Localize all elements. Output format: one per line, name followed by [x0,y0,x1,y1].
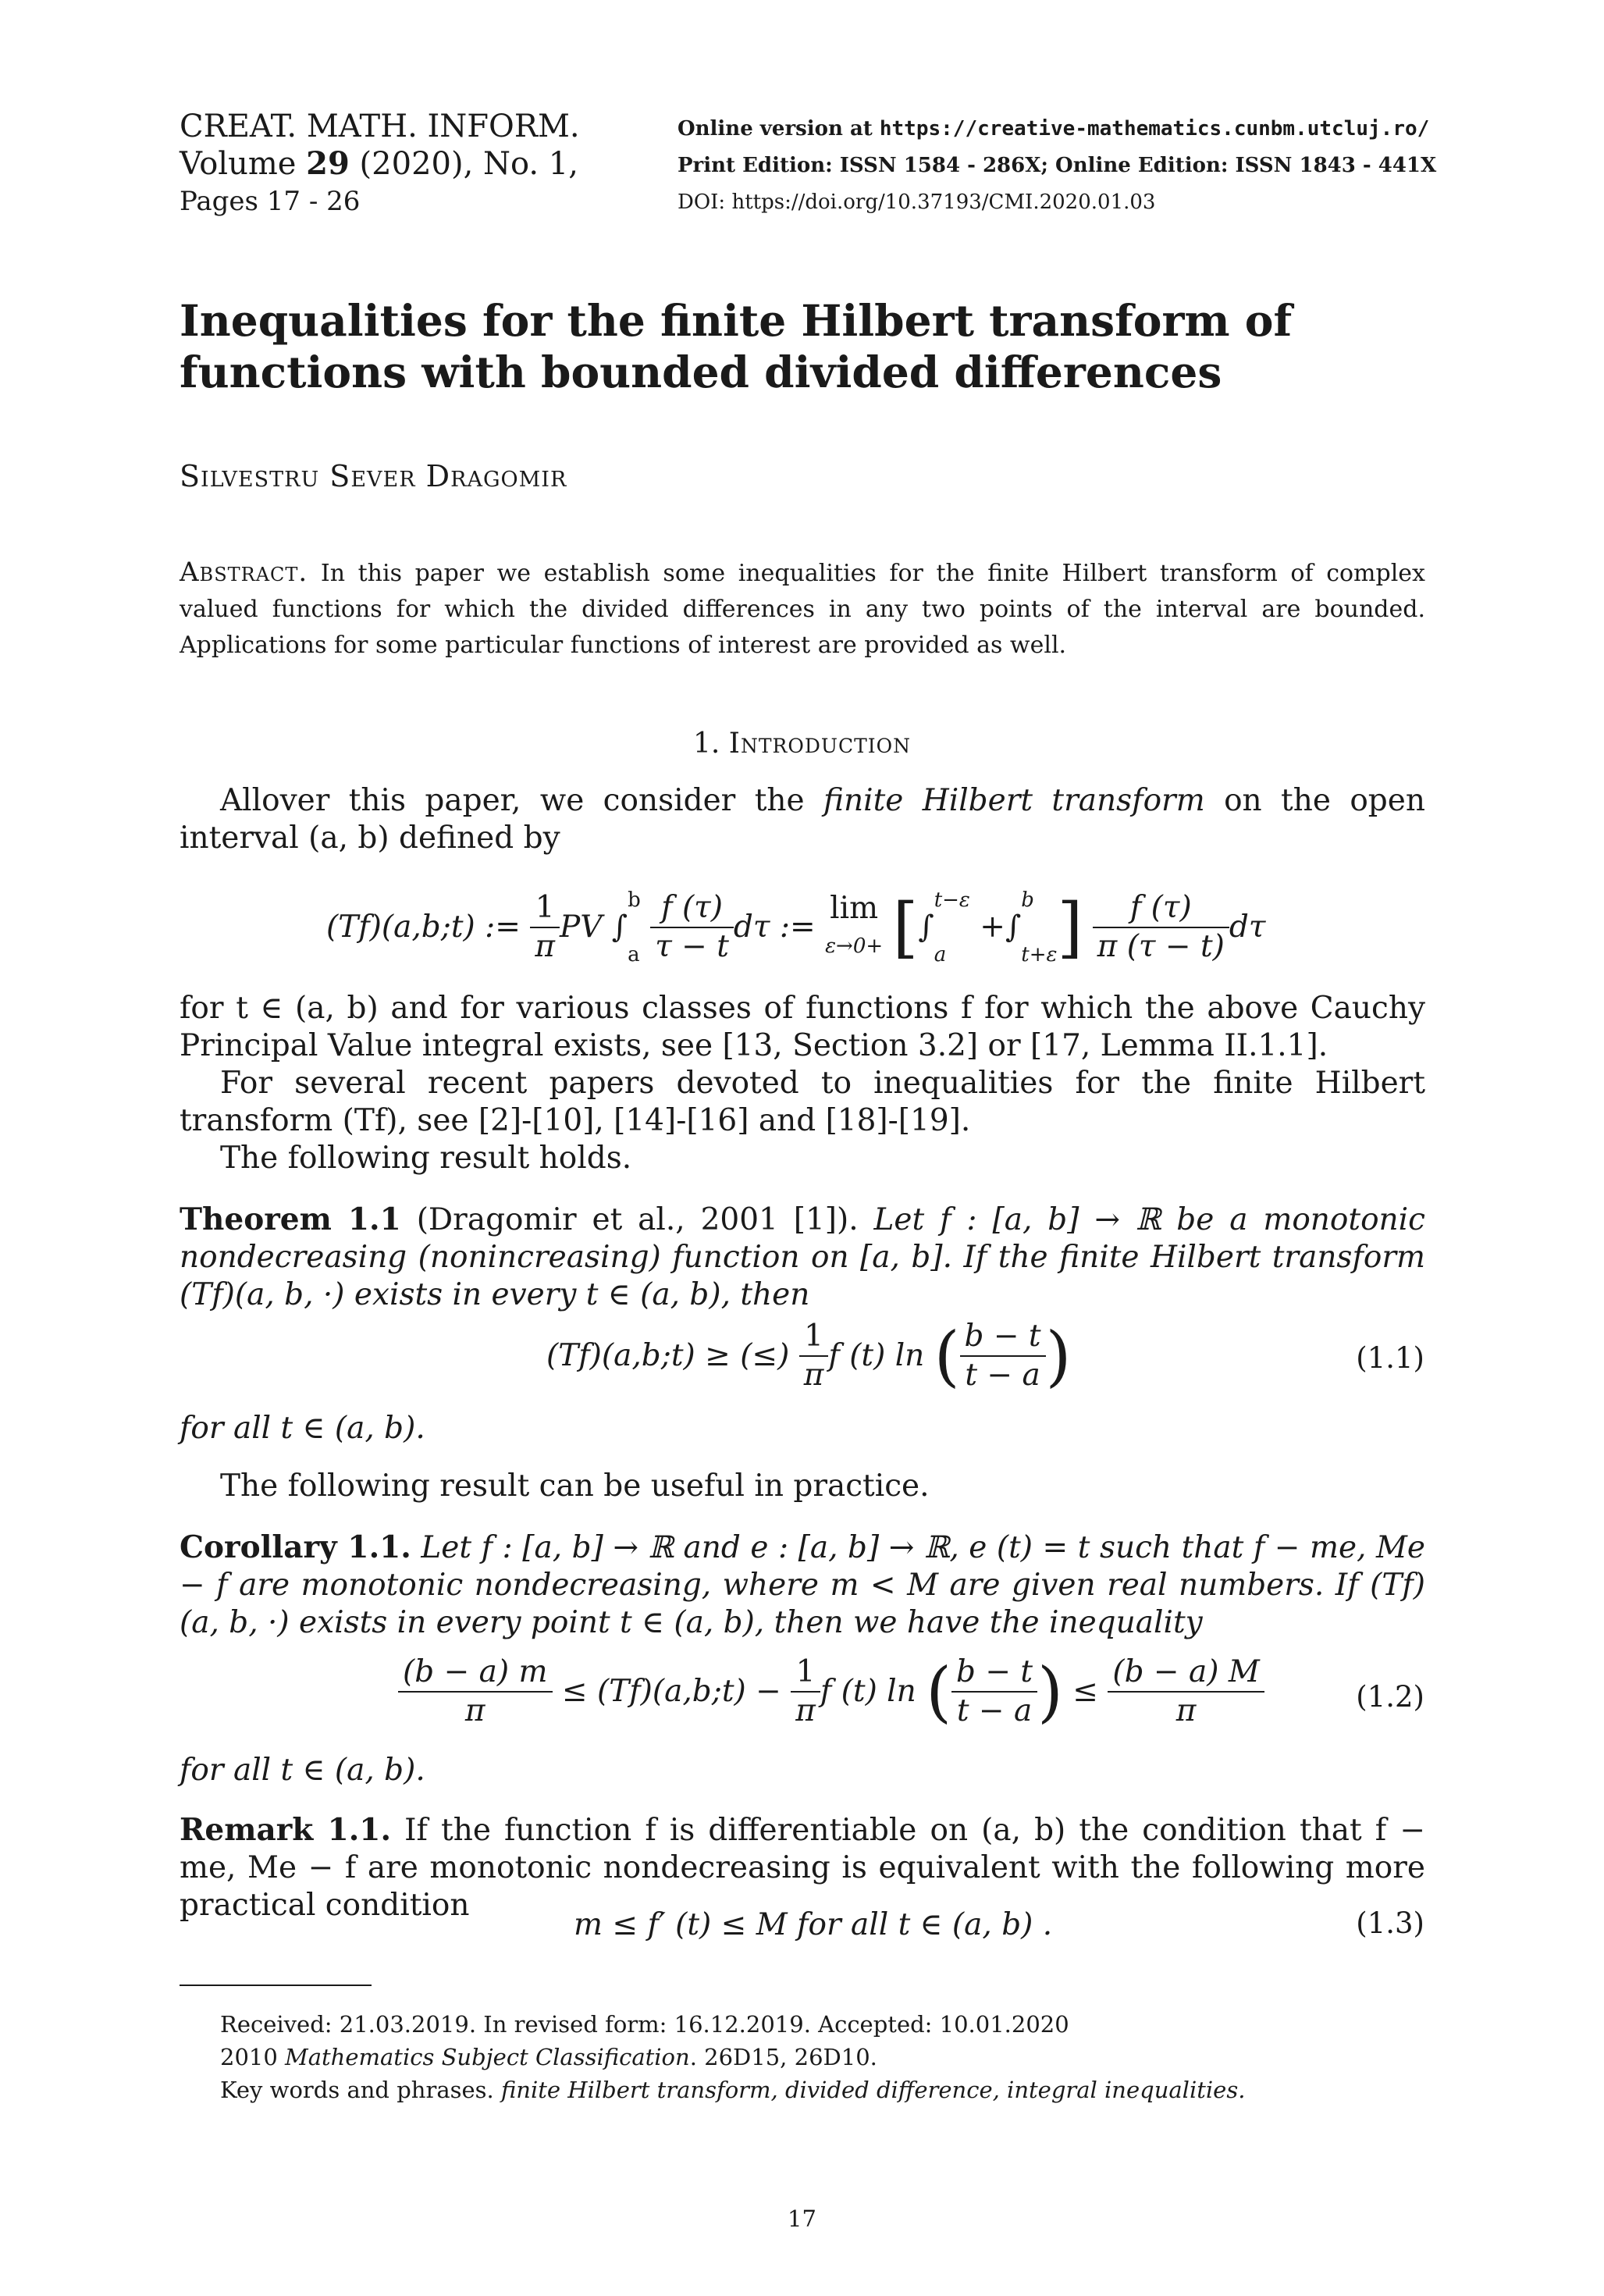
online-url-link[interactable]: https://creative-mathematics.cunbm.utcluj.ro/ [879,117,1430,141]
equation-label-1-2: (1.2) [1356,1680,1424,1714]
corollary-after: for all t ∈ (a, b). [180,1753,425,1788]
remark-1-1: Remark 1.1. If the function f is differentiable on (a, b) the condition that f − me, Me − f are monotonic nondecreasing is equivalent with the following more practical condition [180,1812,1426,1923]
equation-1-2: $\frac{(b - a) m}{\pi}$ ≤ (Tf)(a,b;t) − $\frac{1}{\pi}$ f (t) ln ( $\frac{b - t}{t - a}$ ) ≤ $\frac{(b - a) M}{\pi}$ [398,1653,1264,1739]
result-holds-paragraph: The following result holds. [220,1141,632,1176]
journal-header [180,108,580,220]
journal-name: CREAT. MATH. INFORM. [180,109,580,144]
equation-label-1-1: (1.1) [1356,1341,1424,1375]
doi-line[interactable]: DOI: https://doi.org/10.37193/CMI.2020.01.03 [678,190,1156,214]
hilbert-definition-equation: (Tf)(a,b;t) := $\frac{1}{\pi}$ PV ∫ b a $\frac{f (\tau)}{\tau - t}$ dτ := lim ε→0+ [∫ t−ε a +∫ b t+ε ] $\frac{f (\tau)}{\pi (\tau - t)}$ dτ [326,888,1266,966]
journal-volume: Volume 29 (2020), No. 1, [180,145,578,182]
footnote-rule [180,1985,372,1986]
section-heading: 1. Introduction [692,728,912,760]
equation-1-1: (Tf)(a,b;t) ≥ (≤) $\frac{1}{\pi}$ f (t) ln ( $\frac{b - t}{t - a}$ ) [546,1318,1072,1394]
useful-paragraph: The following result can be useful in practice. [220,1468,930,1504]
intro-paragraph: Allover this paper, we consider the finite Hilbert transform on the open interval (a, b) defined by [180,783,1425,856]
journal-pages: Pages 17 - 26 [180,186,361,217]
theorem-1-1: Theorem 1.1 (Dragomir et al., 2001 [1]). Let f : [a, b] → ℝ be a monotonic nondecreasing (nonincreasing) function on [a, b]. If the finite Hilbert transform (Tf)(a, b, ·) exists in every t ∈ (a, b), then [180,1201,1425,1312]
recent-papers-paragraph: For several recent papers devoted to inequalities for the finite Hilbert transform (Tf), see [2]-[10], [14]-[16] and [18]-[19]. [180,1066,1425,1138]
page-number: 17 [788,2205,816,2232]
abstract-text: In this paper we establish some inequalities for the finite Hilbert transform of complex valued functions for which the divided differences in any two points of the interval are bounded. Applications for some particular functions of interest are provided as well. [180,560,1425,659]
abstract [180,554,1425,664]
cauchy-paragraph: for t ∈ (a, b) and for various classes of functions f for which the above Cauchy Principal Value integral exists, see [13, Section 3.2] or [17, Lemma II.1.1]. [180,991,1425,1063]
footnote-received: Received: 21.03.2019. In revised form: 16.12.2019. Accepted: 10.01.2020 [220,2011,1069,2038]
footnote-msc: 2010 Mathematics Subject Classification. 26D15, 26D10. [220,2044,877,2070]
corollary-1-1: Corollary 1.1. Let f : [a, b] → ℝ and e : [a, b] → ℝ, e (t) = t such that f − me, Me − f are monotonic nondecreasing, where m < M are given real numbers. If (Tf)(a, b, ·) exists in every point t ∈ (a, b), then we have the inequality [180,1529,1425,1640]
equation-label-1-3: (1.3) [1356,1906,1424,1940]
edition-info [678,111,1436,221]
abstract-label: Abstract. [180,557,308,588]
paper-title: Inequalities for the finite Hilbert transform of functions with bounded divided differences [180,295,1293,397]
author-name: Silvestru Sever Dragomir [180,459,567,493]
equation-1-3: m ≤ f′ (t) ≤ M for all t ∈ (a, b) . [574,1907,1053,1942]
online-version: Online version at https://creative-mathematics.cunbm.utcluj.ro/ [678,117,1430,141]
footnote-keywords: Key words and phrases. finite Hilbert transform, divided difference, integral inequalities. [220,2077,1246,2103]
theorem-after: for all t ∈ (a, b). [180,1411,425,1446]
issn-line: Print Edition: ISSN 1584 - 286X; Online Edition: ISSN 1843 - 441X [678,154,1437,177]
